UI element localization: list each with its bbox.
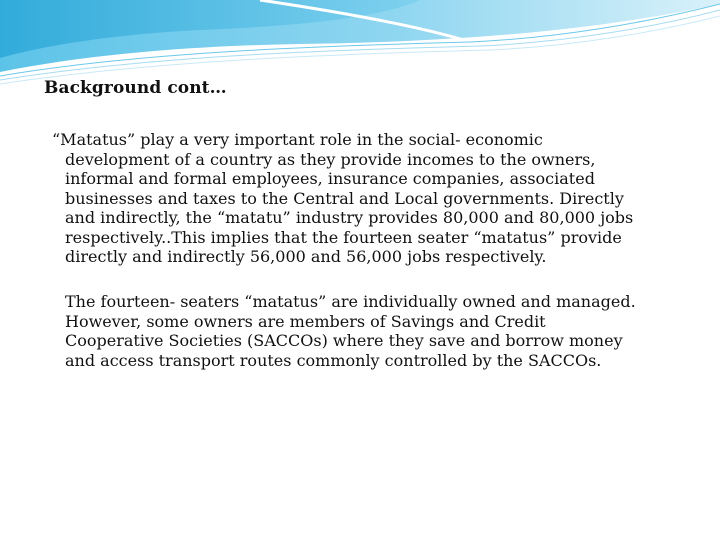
paragraph-line: directly and indirectly 56,000 and 56,000 jobs respectively. — [65, 247, 547, 266]
paragraph-line: and access transport routes commonly controlled by the SACCOs. — [65, 350, 602, 370]
paragraph-line: “Matatus” play a very important role in the social- economic — [52, 130, 543, 149]
header-wave-decoration — [0, 0, 720, 90]
paragraph-line: development of a country as they provide incomes to the owners, — [65, 149, 596, 169]
paragraph-line: and indirectly, the “matatu” industry provides 80,000 and 80,000 jobs — [65, 208, 634, 227]
paragraph-line: The fourteen- seaters “matatus” are individually owned and managed. — [65, 292, 636, 311]
paragraph-line: Cooperative Societies (SACCOs) where they save and borrow money — [65, 331, 623, 350]
slide-title: Background cont… — [44, 78, 227, 98]
paragraph-ownership — [52, 292, 678, 370]
paragraph-line: However, some owners are members of Savings and Credit — [65, 311, 546, 331]
paragraph-line: informal and formal employees, insurance companies, associated — [65, 169, 595, 188]
paragraph-line: businesses and taxes to the Central and Local governments. Directly — [65, 188, 624, 208]
paragraph-matatus-role — [52, 130, 678, 267]
paragraph-line: respectively..This implies that the fourteen seater “matatus” provide — [65, 227, 622, 247]
